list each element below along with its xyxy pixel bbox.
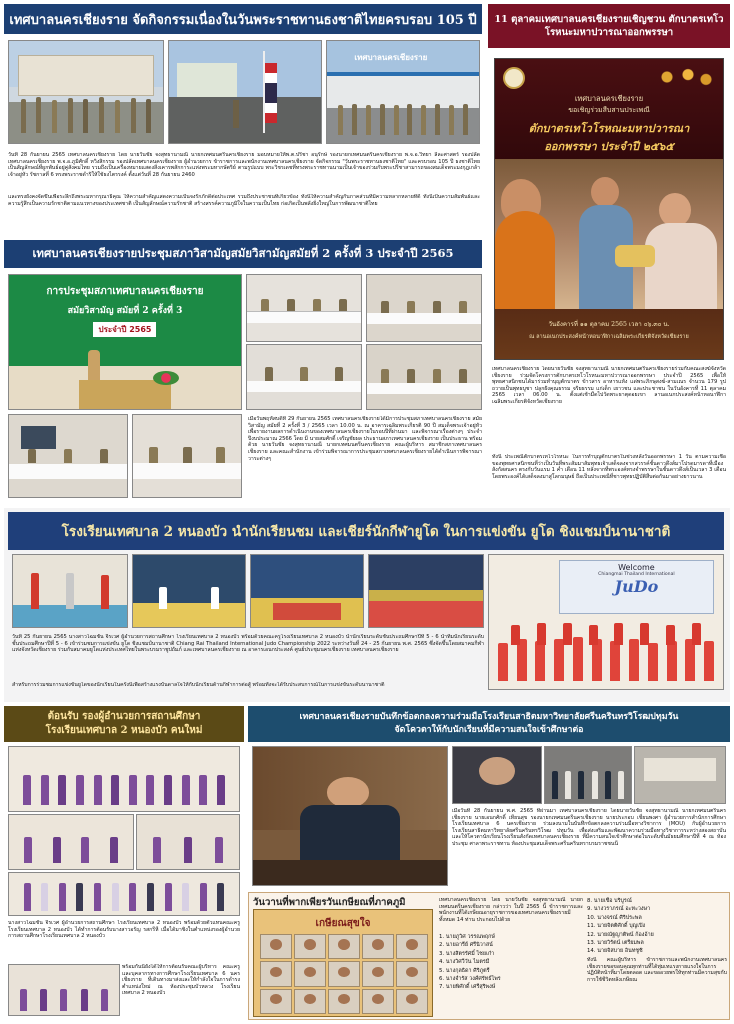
section-mou xyxy=(248,706,730,892)
retiree-portrait xyxy=(362,961,394,986)
retiree-portrait xyxy=(294,934,326,959)
judo-group-photo xyxy=(488,554,724,690)
retiree-portrait xyxy=(294,961,326,986)
stage-banner-line-2: สมัยวิสามัญ สมัยที่ 2 ครั้งที่ 3 xyxy=(67,306,183,317)
retiree-portrait xyxy=(294,989,326,1014)
retiree-portrait xyxy=(260,934,292,959)
section-alms-giving xyxy=(488,4,730,504)
retiree-portrait xyxy=(328,989,360,1014)
section-body: วันที่ 25 กันยายน 2565 นางสาวโฉมชัน จิรเวศ ผู้อำนวยการสถานศึกษา โรงเรียนเทศบาล 2 หนองบัว พร้อมด้วยคณะครูโรงเรียนเทศบาล 2 หนองบัว นำนักเรียนระดับชั้นประถมศึกษาปีที่ 5 - 6 นำทีมนักเรียนระดับชั้นประถมศึกษาปีที่ 5 - 6 เข้าร่วมชมการแข่งขัน ยูโด ชิงแชมป์นานาชาติ Chiang Rai Thailand International Judo Championship 2022 ระหว่างวันที่ 24 - 25 กันยายน พ.ศ. 2565 ซึ่งจัดขึ้นโดยสมาคมกีฬาแห่งจังหวัดเชียงราย ร่วมกับสมาคมยูโดแห่งประเทศไทยในพระบรมราชูปถัมภ์ และเทศบาลนครเชียงราย ณ อาคารเอนกประสงค์ ศูนย์ประชุมนครเชียงราย เทศบาลนครเชียงราย xyxy=(12,634,484,654)
council-stage-photo xyxy=(8,274,242,410)
retirement-intro: เทศบาลนครเชียงราย โดย นายวันชัย จงสุทธานามณี นายกเทศมนตรีนครเชียงราย กล่าวว่า ในปี 2565 นี้ ข้าราชการและพนักงานที่ได้เกษียณอายุราชการของเทศบาลนครเชียงรายมีทั้งหมด 14 ท่าน ประกอบไปด้วย xyxy=(439,897,583,923)
alms-scene-photo xyxy=(495,159,724,309)
section-flag-day xyxy=(4,4,484,232)
council-photo-6 xyxy=(8,414,128,498)
section-title-line-1: ต้อนรับ รองผู้อำนวยการสถานศึกษา xyxy=(47,711,201,722)
flag-ceremony-photo-1 xyxy=(8,40,164,144)
poster-date: วันอังคารที่ ๑๑ ตุลาคม 2565 เวลา ๐๖.๓๐ น. xyxy=(548,321,670,328)
judo-photo-1 xyxy=(12,554,128,628)
council-photo-2 xyxy=(246,274,362,342)
judo-banner xyxy=(559,560,713,614)
section-retirement xyxy=(248,892,730,1020)
mou-photo-2 xyxy=(452,746,542,804)
retiree-item: 13. นายวิรัตน์ เตรียมพล xyxy=(587,940,644,947)
council-photo-5 xyxy=(366,344,482,410)
section-title: เทศบาลนครเชียงรายประชุมสภาวิสามัญสมัยวิสามัญสมัยที่ 2 ครั้งที่ 3 ประจำปี 2565 xyxy=(4,240,482,268)
stage-banner-line-1: การประชุมสภาเทศบาลนครเชียงราย xyxy=(46,286,204,298)
city-emblem-icon xyxy=(503,67,525,89)
retiree-item: 11. นายจิตติศักดิ์ บุญเปิง xyxy=(587,923,646,930)
judo-banner-logo: JuDo xyxy=(614,577,659,597)
poster-place: ณ ลานอเนกประสงค์หน้าหอนาฬิกาเฉลิมพระเกียรติจังหวัดเชียงราย xyxy=(529,334,689,340)
retiree-item: 5. นางกุลธิดา ศิริภูตรี xyxy=(439,967,490,974)
section-welcome-deputy xyxy=(4,706,244,1020)
retiree-item: 6. นางจำรัส วงศ์ศรัทธ์ไพร xyxy=(439,976,501,983)
retiree-item: 4. นางวิศวีวัน ไมตรมี xyxy=(439,959,490,966)
retiree-list-left xyxy=(439,933,583,992)
welcome-photo-2 xyxy=(8,814,134,870)
council-photo-3 xyxy=(366,274,482,342)
retiree-portrait xyxy=(396,989,428,1014)
retiree-portrait xyxy=(362,934,394,959)
section-body: เมื่อวันที่ 28 กันยายน พ.ศ. 2565 ที่ผ่านมา เทศบาลนครเชียงราย โดยนายวันชัย จงสุทธานามณี นายกเทศมนตรีนครเชียงราย นายเอนกศักดิ์ เทียนสุข รองนายกเทศมนตรีนครเชียงราย นายประกอบ เชี่ยนพงศา ผู้อำนวยการสำนักการศึกษาโรงเรียนเทศบาล 6 นครเชียงราย ร่วมลงนามในบันทึกข้อตกลงความร่วมมือทางวิชาการ (MOU) กับผู้อำนวยการโรงเรียนสาธิตมหาวิทยาลัยศรีนครินทรวิโรฒ ปทุมวัน เพื่อส่งเสริมและพัฒนาความร่วมมือทางวิชาการระหว่างสองสถาบัน และให้โควตานักเรียนโรงเรียนสังกัดเทศบาลนครเชียงราย ที่มีความสนใจเข้าศึกษาต่อในระดับชั้นมัธยมศึกษาปีที่ 4 ณ ห้องประชุม ศาลาพระราชทาน ห้องประชุมสมเด็จพระศรีนครินทราบรมราชชนนี xyxy=(452,808,726,847)
retiree-portrait-grid xyxy=(260,934,428,1014)
poster-headline-2: ออกพรรษา ประจำปี ๒๕๖๕ xyxy=(544,140,674,153)
stage-banner-line-3: ประจำปี 2565 xyxy=(93,322,156,337)
flag-ceremony-photo-3 xyxy=(326,40,480,144)
retiree-item: 10. นางจรณ์ ศิริประพล xyxy=(587,914,642,921)
section-body-2: พร้อมกันนี้ยังได้ให้การต้อนรับคณะผู้บริหาร คณะครู และบุคลากรทางการศึกษาโรงเรียนเทศบาล 6 นครเชียงราย ที่เดินทางมาส่งและให้กำลังใจในการดำรงตำแหน่งใหม่ ณ ห้องประชุมบัวหลวง โรงเรียนเทศบาล 2 หนองบัว xyxy=(122,964,240,997)
retiree-item: 12. นายณัฐญาติพน์ ก้องอ้าย xyxy=(587,931,654,938)
section-title xyxy=(488,4,730,48)
section-title xyxy=(8,512,724,550)
council-photo-4 xyxy=(246,344,362,410)
section-title-text: โรงเรียนเทศบาล 2 หนองบัว นำนักเรียนชม และเชียร์นักกีฬายูโด ในการแข่งขัน ยูโด ชิงแชมป์นานาชาติ xyxy=(61,524,671,540)
section-title-line-1: เทศบาลนครเชียงรายบันทึกข้อตกลงความร่วมมือโรงเรียนสาธิตมหาวิทยาลัยศรีนครินทรวิโรฒปทุมวัน xyxy=(299,712,679,722)
judo-banner-welcome: Welcome xyxy=(618,563,655,573)
section-title xyxy=(248,706,730,742)
poster-headline-1: ตักบาตรเทโวโรหณะมหาปวารณา xyxy=(528,122,690,135)
judo-banner-sub: Chiangmai Thailand International xyxy=(598,572,675,578)
retiree-item: 2. นายอารีย์ ศรีนิวาสน์ xyxy=(439,942,493,949)
section-body-2: ทั้งนี้ ประเพณีตักบาตรเทโวโรหนะ ในการทำบุญตักบาตรในช่วงหลังวันออกพรรษา 1 วัน ตามความเชื่อของพุทธศาสนิกชนที่ว่าเป็นวันที่พระสัมมาสัมพุทธเจ้าเสด็จลงจากสวรรค์ชั้นดาวดึงส์มาโปรดมารดาที่เมืองสังกัสสนคร ตรงกับวันแรม 1 ค่ำ เดือน 11 หลังจากที่พระองค์ทรงจำพรรษาในชั้นดาวดึงส์เป็นเวลา 3 เดือน โดยพระองค์ได้เสด็จลงมาสู่โลกมนุษย์ ถือเป็นประเพณีที่ชาวพุทธปฏิบัติสืบต่อกันมาอย่างยาวนาน xyxy=(492,454,726,480)
retiree-portrait xyxy=(328,961,360,986)
section-title-text: 11 ตุลาคมเทศบาลนครเชียงรายเชิญชวน ตักบาตรเทโวโรหนะมหาปวารณาออกพรรษา xyxy=(494,14,724,38)
judo-photo-2 xyxy=(132,554,246,628)
retiree-portrait xyxy=(396,961,428,986)
retirement-banner xyxy=(253,909,433,1017)
judo-photo-3 xyxy=(250,554,364,628)
retiree-item: 14. นายจิสบาย อินทชูชิ xyxy=(587,948,643,955)
section-title: เทศบาลนครเชียงราย จัดกิจกรรมเนื่องในวันพระราชทานธงชาติไทยครบรอบ 105 ปี xyxy=(4,4,482,34)
retiree-portrait xyxy=(328,934,360,959)
section-body-2: สำหรับการร่วมชมการแข่งขันยูโดของนักเรียนในครั้งนี้เพื่อสร้างแรงบันดาลใจให้กับนักเรียนด้านกีฬาการต่อสู้ พร้อมทั้งจะได้รับประสบการณ์ในการแข่งขันระดับนานาชาติ xyxy=(12,682,385,688)
judo-photo-4 xyxy=(368,554,484,628)
poster-invite: ขอเชิญร่วมสืบสานประเพณี xyxy=(568,106,650,114)
poster-organizer: เทศบาลนครเชียงราย xyxy=(574,94,644,103)
retiree-item: 3. นางสิตรรัศมิ์ ไชยเก๋า xyxy=(439,950,495,957)
retirement-banner-text: เกษียณสุขใจ xyxy=(315,918,371,929)
section-body: วันที่ 28 กันยายน 2565 เทศบาลนครเชียงราย โดย นายวันชัย จงสุทธานามณี นายกเทศมนตรีนครเชียงราย มอบหมายให้พ.ต.ปรีชา อนุรักษ์ รองนายกเทศมนตรีนครเชียงราย พ.จ.อ.วิทยา ลีละศาสตร์ รองปลัดเทศบาลนครเชียงราย พ.จ.อ.ภูมิศักดิ์ หวิงสิกรรม รองปลัดเทศบาลนครเชียงราย ผู้อำนวยการ ข้าราชการและพนักงานเทศบาลนครเชียงราย จัดกิจกรรม "วันพระราชทานธงชาติไทย" และครบรอบ 105 ปี ธงชาติไทยเป็นสัญลักษณ์ที่ผูกพันธ์อยู่คู่สังคมไทย รวมถึงเป็นเครื่องหมายแสดงสิ่งเคารพสักการะแห่งพระมหากษัตริย์ ตามรูปแบบ พระวิชรเดชที่ทรงพระราชทานนามเป็นเจ้าของร่วมกับพระปรีชาสามารถของสมเด็จพระมงกุฎเกล้าเจ้าอยู่หัว รัชกาลที่ 6 ทรงพระราชดำริให้ใช้ธงไตรรงค์ ตั้งแต่วันที่ 28 กันยายน 2460 xyxy=(8,152,480,178)
flag-ceremony-photo-2 xyxy=(168,40,322,144)
welcome-photo-1 xyxy=(8,746,240,812)
retiree-portrait xyxy=(260,961,292,986)
city-hall-sign: เทศบาลนครเชียงราย xyxy=(354,53,428,63)
mou-signing-photo xyxy=(252,746,448,886)
retiree-item: 8. นายเชือ บริบูรณ์ xyxy=(587,898,632,904)
retiree-portrait xyxy=(260,989,292,1014)
section-judo xyxy=(4,508,730,702)
retirement-outro: ทั้งนี้ คณะผู้บริหาร ข้าราชการและพนักงานเทศบาลนครเชียงรายขอขอบคุณทุกท่านที่ได้ทุ่มเทแรงกายแรงใจในการปฏิบัติหน้าที่มาโดยตลอด และขออวยพรให้ทุกท่านมีความสุขกับการใช้ชีวิตหลังเกษียณ xyxy=(587,957,727,983)
stage-banner xyxy=(32,280,218,355)
section-title: วันวานที่พากเพียรวันเกษียณที่ภาคภูมิ xyxy=(253,897,406,908)
council-photo-7 xyxy=(132,414,242,498)
section-body: นางสาวโฉมชัน จิรเวศ ผู้อำนวยการสถานศึกษา โรงเรียนเทศบาล 2 หนองบัว พร้อมด้วยตัวแทนคณะครูโรงเรียนเทศบาล 2 หนองบัว ได้ทำการต้อนรับนางสาวอรัญ รสกรีหี เมื่อได้มาชิงในตำแหน่งรองผู้อำนวยการสถานศึกษาโรงเรียนเทศบาล 2 หนองบัว xyxy=(8,920,240,940)
event-poster xyxy=(494,58,724,360)
retiree-list-right xyxy=(587,897,727,956)
welcome-photo-3 xyxy=(136,814,240,870)
retiree-portrait xyxy=(396,934,428,959)
section-council-meeting xyxy=(4,240,484,504)
welcome-photo-4 xyxy=(8,872,240,916)
section-body-2: และทรงยังคงจัดขึ้นเพื่อระลึกถึงพระมหากรุณาธิคุณ ให้ความสำคัญแสดงความเป็นจงรักภักดีต่อประเทศ รวมถึงประชาชนที่เกี่ยวข้อง ทั้งนี้ให้ความสำคัญกับภาคส่วนที่มีความหลากหลายที่ดี ทั้งนี้เป็นความสัมพันธ์และความรู้สึกเป็นความรักชาติตามแนวทางของประเทศชาติ เป็นสัญลักษณ์ความรักชาติ สร้างสรรค์ความภูมิใจในความเป็นไทย ก่อเกิดเป็นพลังยิ่งใหญ่ในการพัฒนาชาติไทย xyxy=(8,194,480,207)
mou-photo-3 xyxy=(544,746,632,804)
section-body: เมื่อวันพฤหัสบดีที่ 29 กันยายน 2565 เทศบาลนครเชียงรายได้มีการประชุมสภาเทศบาลนครเชียงราย สมัยวิสามัญ สมัยที่ 2 ครั้งที่ 3 / 2565 เวลา 10.00 น. ณ อาคารเฉลิมพระเกียรติ 90 ปี สมเด็จพระเจ้าอยู่หัว เพื่อรายงานผลการดำเนินงานของเทศบาลนครเชียงรายในรอบปีที่ผ่านมา และพิจารณาเรื่องต่างๆ ประจำปีงบประมาณ 2566 โดย มี นายสมศักดิ์ เจริญชัยผล ประธานสภาเทศบาลนครเชียงราย เป็นประธาน พร้อมด้วย นายวันชัย จงสุทธานามณี นายกเทศมนตรีนครเชียงราย คณะผู้บริหาร สมาชิกสภาเทศบาลนครเชียงราย และคณะสำนักงาน เข้าร่วมพิจารณาการประชุมสภาเทศบาลนครเชียงรายได้ดำเนินการพิจารณาวาระต่างๆ xyxy=(248,416,482,462)
leaf-decoration-icon xyxy=(655,65,715,89)
retiree-portrait xyxy=(362,989,394,1014)
retiree-item: 9. นางวราภรณ์ อะทะวงษา xyxy=(587,906,651,913)
retiree-item: 1. นายภูวิศ วรรณพฤกษ์ xyxy=(439,934,495,940)
section-title-line-2: จัดโควตาให้กับนักเรียนที่มีความสนใจเข้าศึกษาต่อ xyxy=(394,725,584,735)
welcome-photo-5 xyxy=(8,964,120,1016)
mou-photo-4 xyxy=(634,746,726,804)
section-title-line-2: โรงเรียนเทศบาล 2 หนองบัว คนใหม่ xyxy=(45,725,203,736)
section-body: เทศบาลนครเชียงราย โดยนายวันชัย จงสุทธานามณี นายกเทศมนตรีนครเชียงรายร่วมกับคณะสงฆ์จังหวัดเชียงราย ร่วมจัดโครงการตักบาตรเทโวโรหนะมหาปวารณาออกพรรษา ประจำปี 2565 เพื่อให้พุทธศาสนิกชนได้มาร่วมทำบุญตักบาตร ข้าวสาร อาหารแห้ง แด่พระภิกษุสงฆ์-สามเณร จำนวน 179 รูป ถวายเป็นพุทธบูชา ปลูกฝังคุณธรรม จริยธรรม แก่เด็ก เยาวชน และประชาชน ในวันอังคารที่ 11 ตุลาคม 2565 เวลา 06.00 น. ตั้งแต่เช้ามืดไปวัดพระธาตุดอยเขา ลานอเนกประสงค์หน้าหอนาฬิกาเฉลิมพระเกียรติจังหวัดเชียงราย xyxy=(492,366,726,405)
section-title xyxy=(4,706,244,742)
retiree-item: 7. นายพิศักดิ์ เศรีสุริพงษ์ xyxy=(439,984,496,991)
